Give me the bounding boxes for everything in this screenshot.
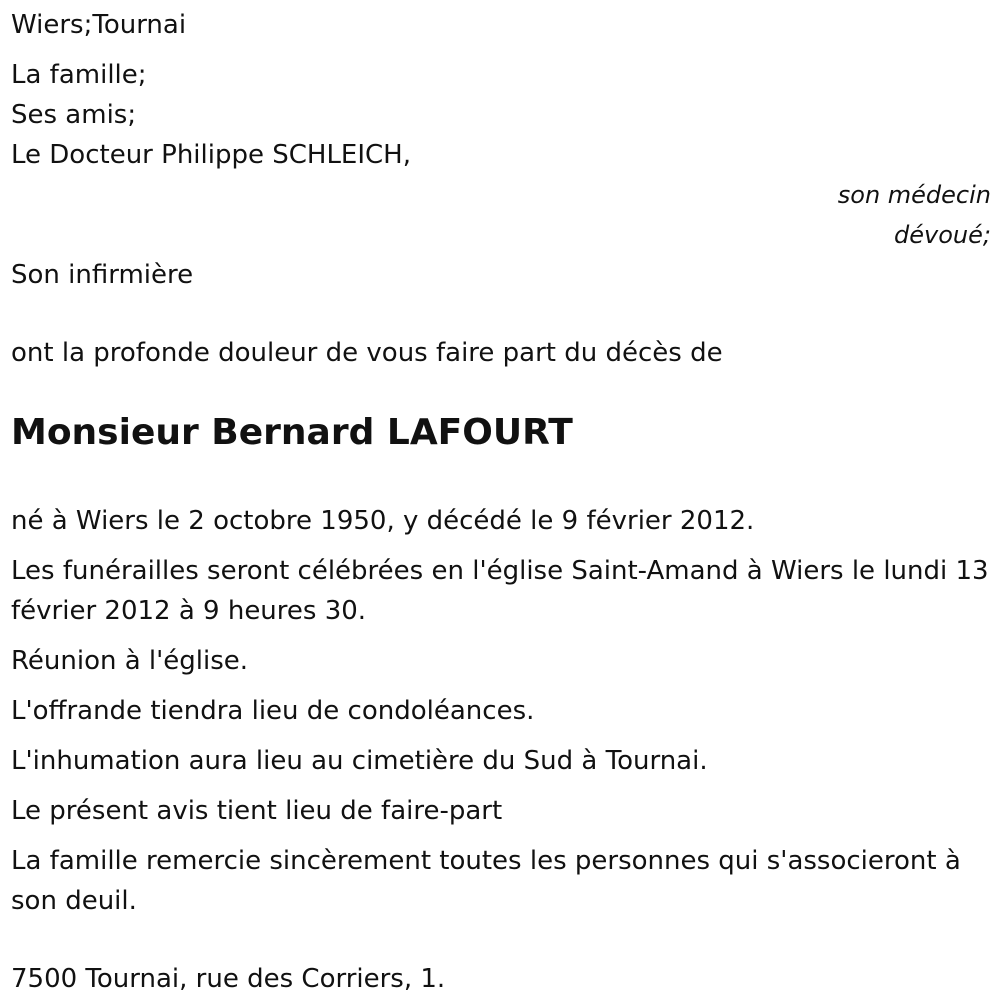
thanks-paragraph: La famille remercie sincèrement toutes les personnes qui s'associeront à son deuil. — [11, 846, 961, 916]
deceased-name: Monsieur Bernard LAFOURT — [11, 412, 573, 453]
announcement-text: ont la profonde douleur de vous faire part du décès de — [11, 338, 723, 368]
offering-line: L'offrande tiendra lieu de condoléances. — [11, 696, 535, 726]
burial-line: L'inhumation aura lieu au cimetière du Sud à Tournai. — [11, 746, 708, 776]
obituary-notice — [11, 0, 991, 999]
mourner-friends: Ses amis; — [11, 100, 137, 130]
notice-line: Le présent avis tient lieu de faire-part — [11, 796, 503, 826]
meeting-line: Réunion à l'église. — [11, 646, 249, 676]
address-line: 7500 Tournai, rue des Corriers, 1. — [11, 964, 446, 994]
mourner-nurse: Son infirmière — [11, 260, 194, 290]
doctor-role-line-1: son médecin — [837, 181, 991, 209]
birth-death-line: né à Wiers le 2 octobre 1950, y décédé le 9 février 2012. — [11, 506, 755, 536]
doctor-role-line-2: dévoué; — [894, 221, 991, 249]
funeral-details: Les funérailles seront célébrées en l'église Saint-Amand à Wiers le lundi 13 février 2012 à 9 heures 30. — [11, 556, 989, 626]
mourner-doctor: Le Docteur Philippe SCHLEICH, — [11, 140, 411, 170]
mourner-family: La famille; — [11, 60, 147, 90]
location-line: Wiers;Tournai — [11, 10, 187, 40]
